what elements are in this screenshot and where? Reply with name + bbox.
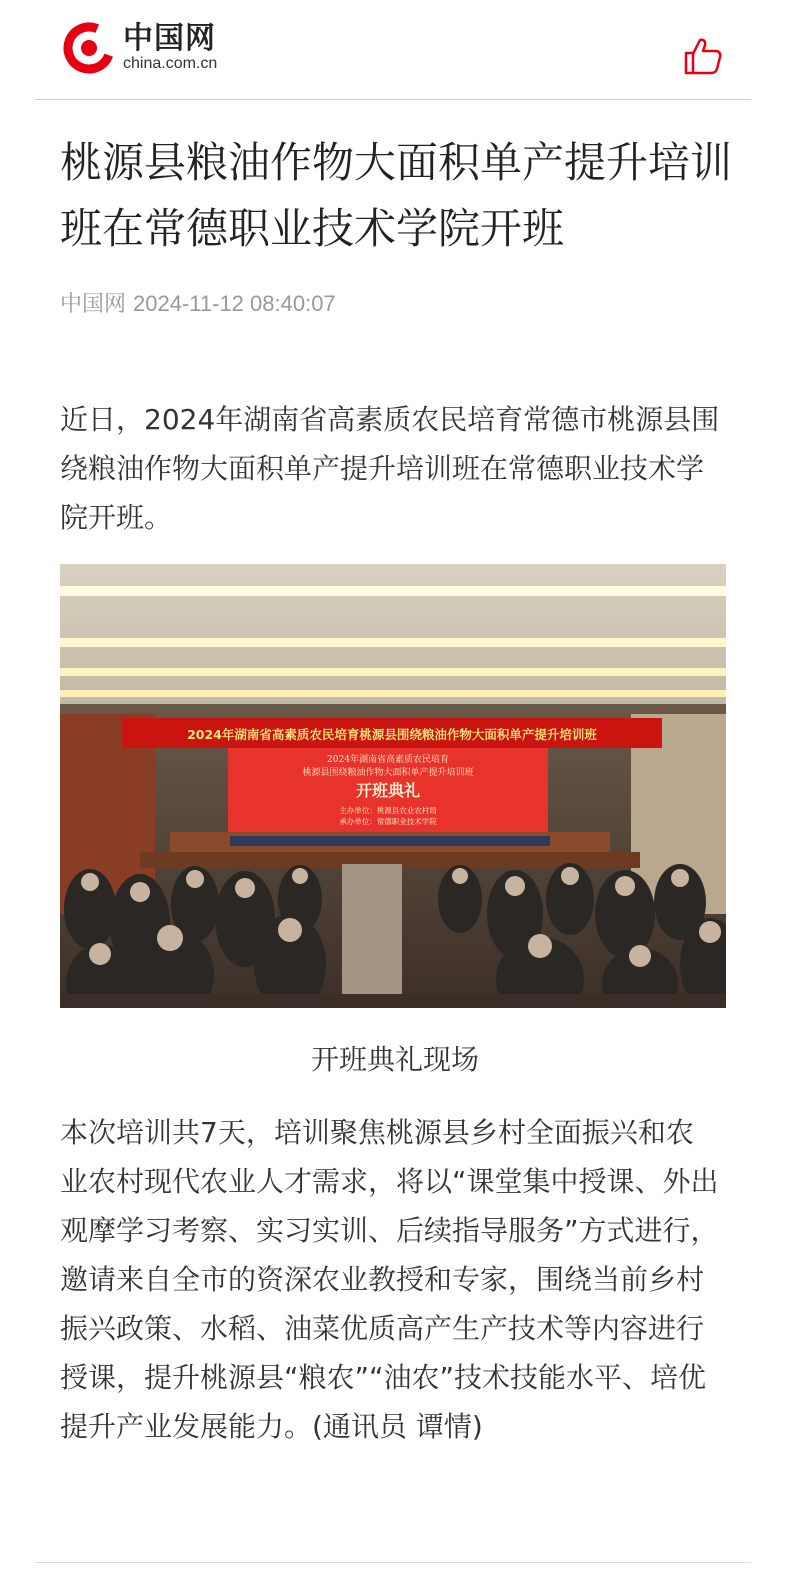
site-logo[interactable] — [63, 22, 217, 74]
photo-illustration — [60, 564, 726, 1008]
article-datetime: 2024-11-12 08:40:07 — [133, 291, 336, 316]
article-title: 桃源县粮油作物大面积单产提升培训班在常德职业技术学院开班 — [60, 138, 733, 253]
photo-screen-line-1: 2024年湖南省高素质农民培育 — [327, 755, 449, 765]
thumbs-up-icon[interactable] — [683, 36, 723, 76]
logo-domain: china.com.cn — [123, 55, 218, 72]
photo-banner-text: 2024年湖南省高素质农民培育桃源县围绕粮油作物大面积单产提升培训班 — [187, 727, 597, 742]
article-meta — [60, 287, 336, 318]
photo-screen-line-3: 主办单位：桃源县农业农村局 — [339, 806, 437, 815]
article-source: 中国网 — [60, 291, 127, 316]
photo-screen-line-4: 承办单位：常德职业技术学院 — [339, 817, 437, 826]
photo-screen-title: 开班典礼 — [355, 781, 421, 800]
photo-screen-line-2: 桃源县围绕粮油作物大面积单产提升培训班 — [302, 768, 474, 778]
divider — [35, 1562, 751, 1563]
article-paragraph-2: 本次培训共7天，培训聚焦桃源县乡村全面振兴和农业农村现代农业人才需求，将以“课堂集中授课、外出观摩学习考察、实习实训、后续指导服务”方式进行，邀请来自全市的资深农业教授和专家，围绕当前乡村振兴政策、水稻、油菜优质高产生产技术等内容进行授课，提升桃源县“粮农”“油农”技术技能水平、培优提升产业发展能力。(通讯员 谭情) — [60, 1116, 719, 1443]
article-photo — [60, 564, 726, 1008]
photo-caption: 开班典礼现场 — [310, 1043, 479, 1076]
china-com-cn-logo-icon — [63, 22, 115, 74]
logo-name: 中国网 — [123, 21, 216, 56]
site-header — [35, 0, 751, 100]
article-paragraph-1: 近日，2024年湖南省高素质农民培育常德市桃源县围绕粮油作物大面积单产提升培训班在常德职业技术学院开班。 — [60, 403, 720, 534]
